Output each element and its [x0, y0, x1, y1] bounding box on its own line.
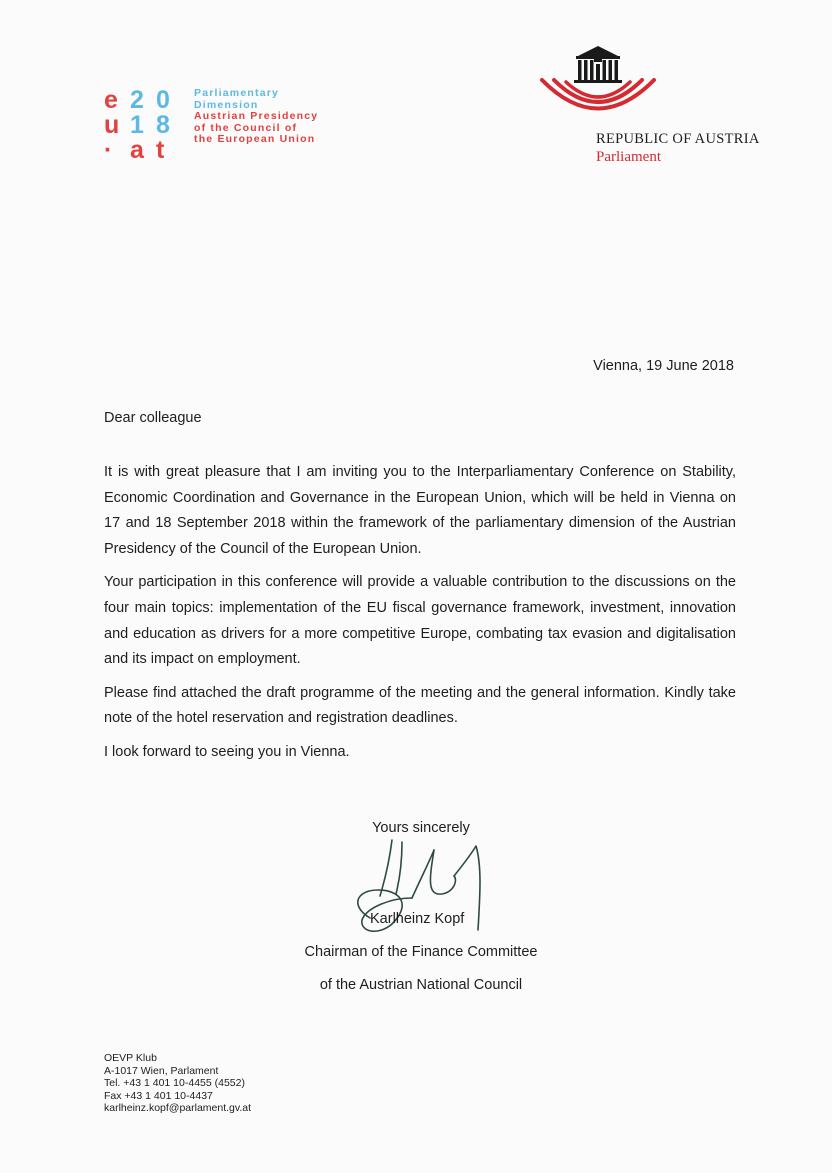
- logo-letter: e: [104, 86, 118, 114]
- eu-logo-text: [194, 88, 318, 146]
- signer-name: Karlheinz Kopf: [370, 911, 465, 927]
- footer-email: karlheinz.kopf@parlament.gv.at: [104, 1102, 252, 1115]
- letter-date: Vienna, 19 June 2018: [593, 358, 734, 374]
- letter-body: [104, 460, 736, 774]
- parliament-name: Parliament: [596, 149, 661, 165]
- logo-letter: a: [130, 136, 144, 164]
- eu-logo-line: Dimension: [194, 98, 259, 111]
- eu-logo-line: Parliamentary: [194, 87, 280, 99]
- eu-logo-line: the European Union: [194, 133, 316, 146]
- parliament-republic: REPUBLIC OF AUSTRIA: [596, 131, 760, 147]
- paragraph: It is with great pleasure that I am inviting you to the Interparliamentary Conference on Stability, Economic Coordination and Governance in the European Union, which will be held in Vienna on 17 and 18 September 2018 within the framework of the parliamentary dimension of the Austrian Presidency of the Council of the European Union.: [104, 464, 736, 557]
- eu-logo-line: Austrian Presidency: [194, 110, 319, 123]
- eu2018-logo: [104, 86, 344, 166]
- footer-address: [104, 1052, 251, 1115]
- footer-line: Tel. +43 1 401 10-4455 (4552): [104, 1077, 245, 1090]
- logo-letter: 0: [156, 86, 170, 114]
- footer-line: OEVP Klub: [104, 1052, 157, 1064]
- logo-letter: t: [156, 136, 165, 164]
- logo-letter: u: [104, 111, 120, 139]
- paragraph: I look forward to seeing you in Vienna.: [104, 743, 350, 760]
- signer-title: Chairman of the Finance Committee: [304, 944, 538, 960]
- footer-line: Fax +43 1 401 10-4437: [104, 1089, 213, 1102]
- eu-logo-line: of the Council of: [194, 121, 298, 134]
- logo-letter: 8: [156, 111, 170, 139]
- footer-line: A-1017 Wien, Parlament: [104, 1064, 219, 1077]
- salutation: Dear colleague: [104, 410, 202, 426]
- closing: Yours sincerely: [372, 820, 470, 836]
- signature-icon: [330, 836, 500, 946]
- signer-title: of the Austrian National Council: [319, 977, 523, 993]
- paragraph: Please find attached the draft programme of the meeting and the general information. Kindly take note of the hotel reservation and registration deadlines.: [104, 684, 736, 727]
- logo-letter: ·: [104, 136, 113, 164]
- paragraph: Your participation in this conference will provide a valuable contribution to the discussions on the four main topics: implementation of the EU fiscal governance framework, investment, innovation and education as drivers for a more competitive Europe, combating tax evasion and digitalisation and its impact on employment.: [104, 574, 736, 668]
- logo-letter: 2: [130, 86, 144, 114]
- parliament-emblem-icon: [536, 42, 660, 114]
- logo-letter: 1: [130, 111, 144, 139]
